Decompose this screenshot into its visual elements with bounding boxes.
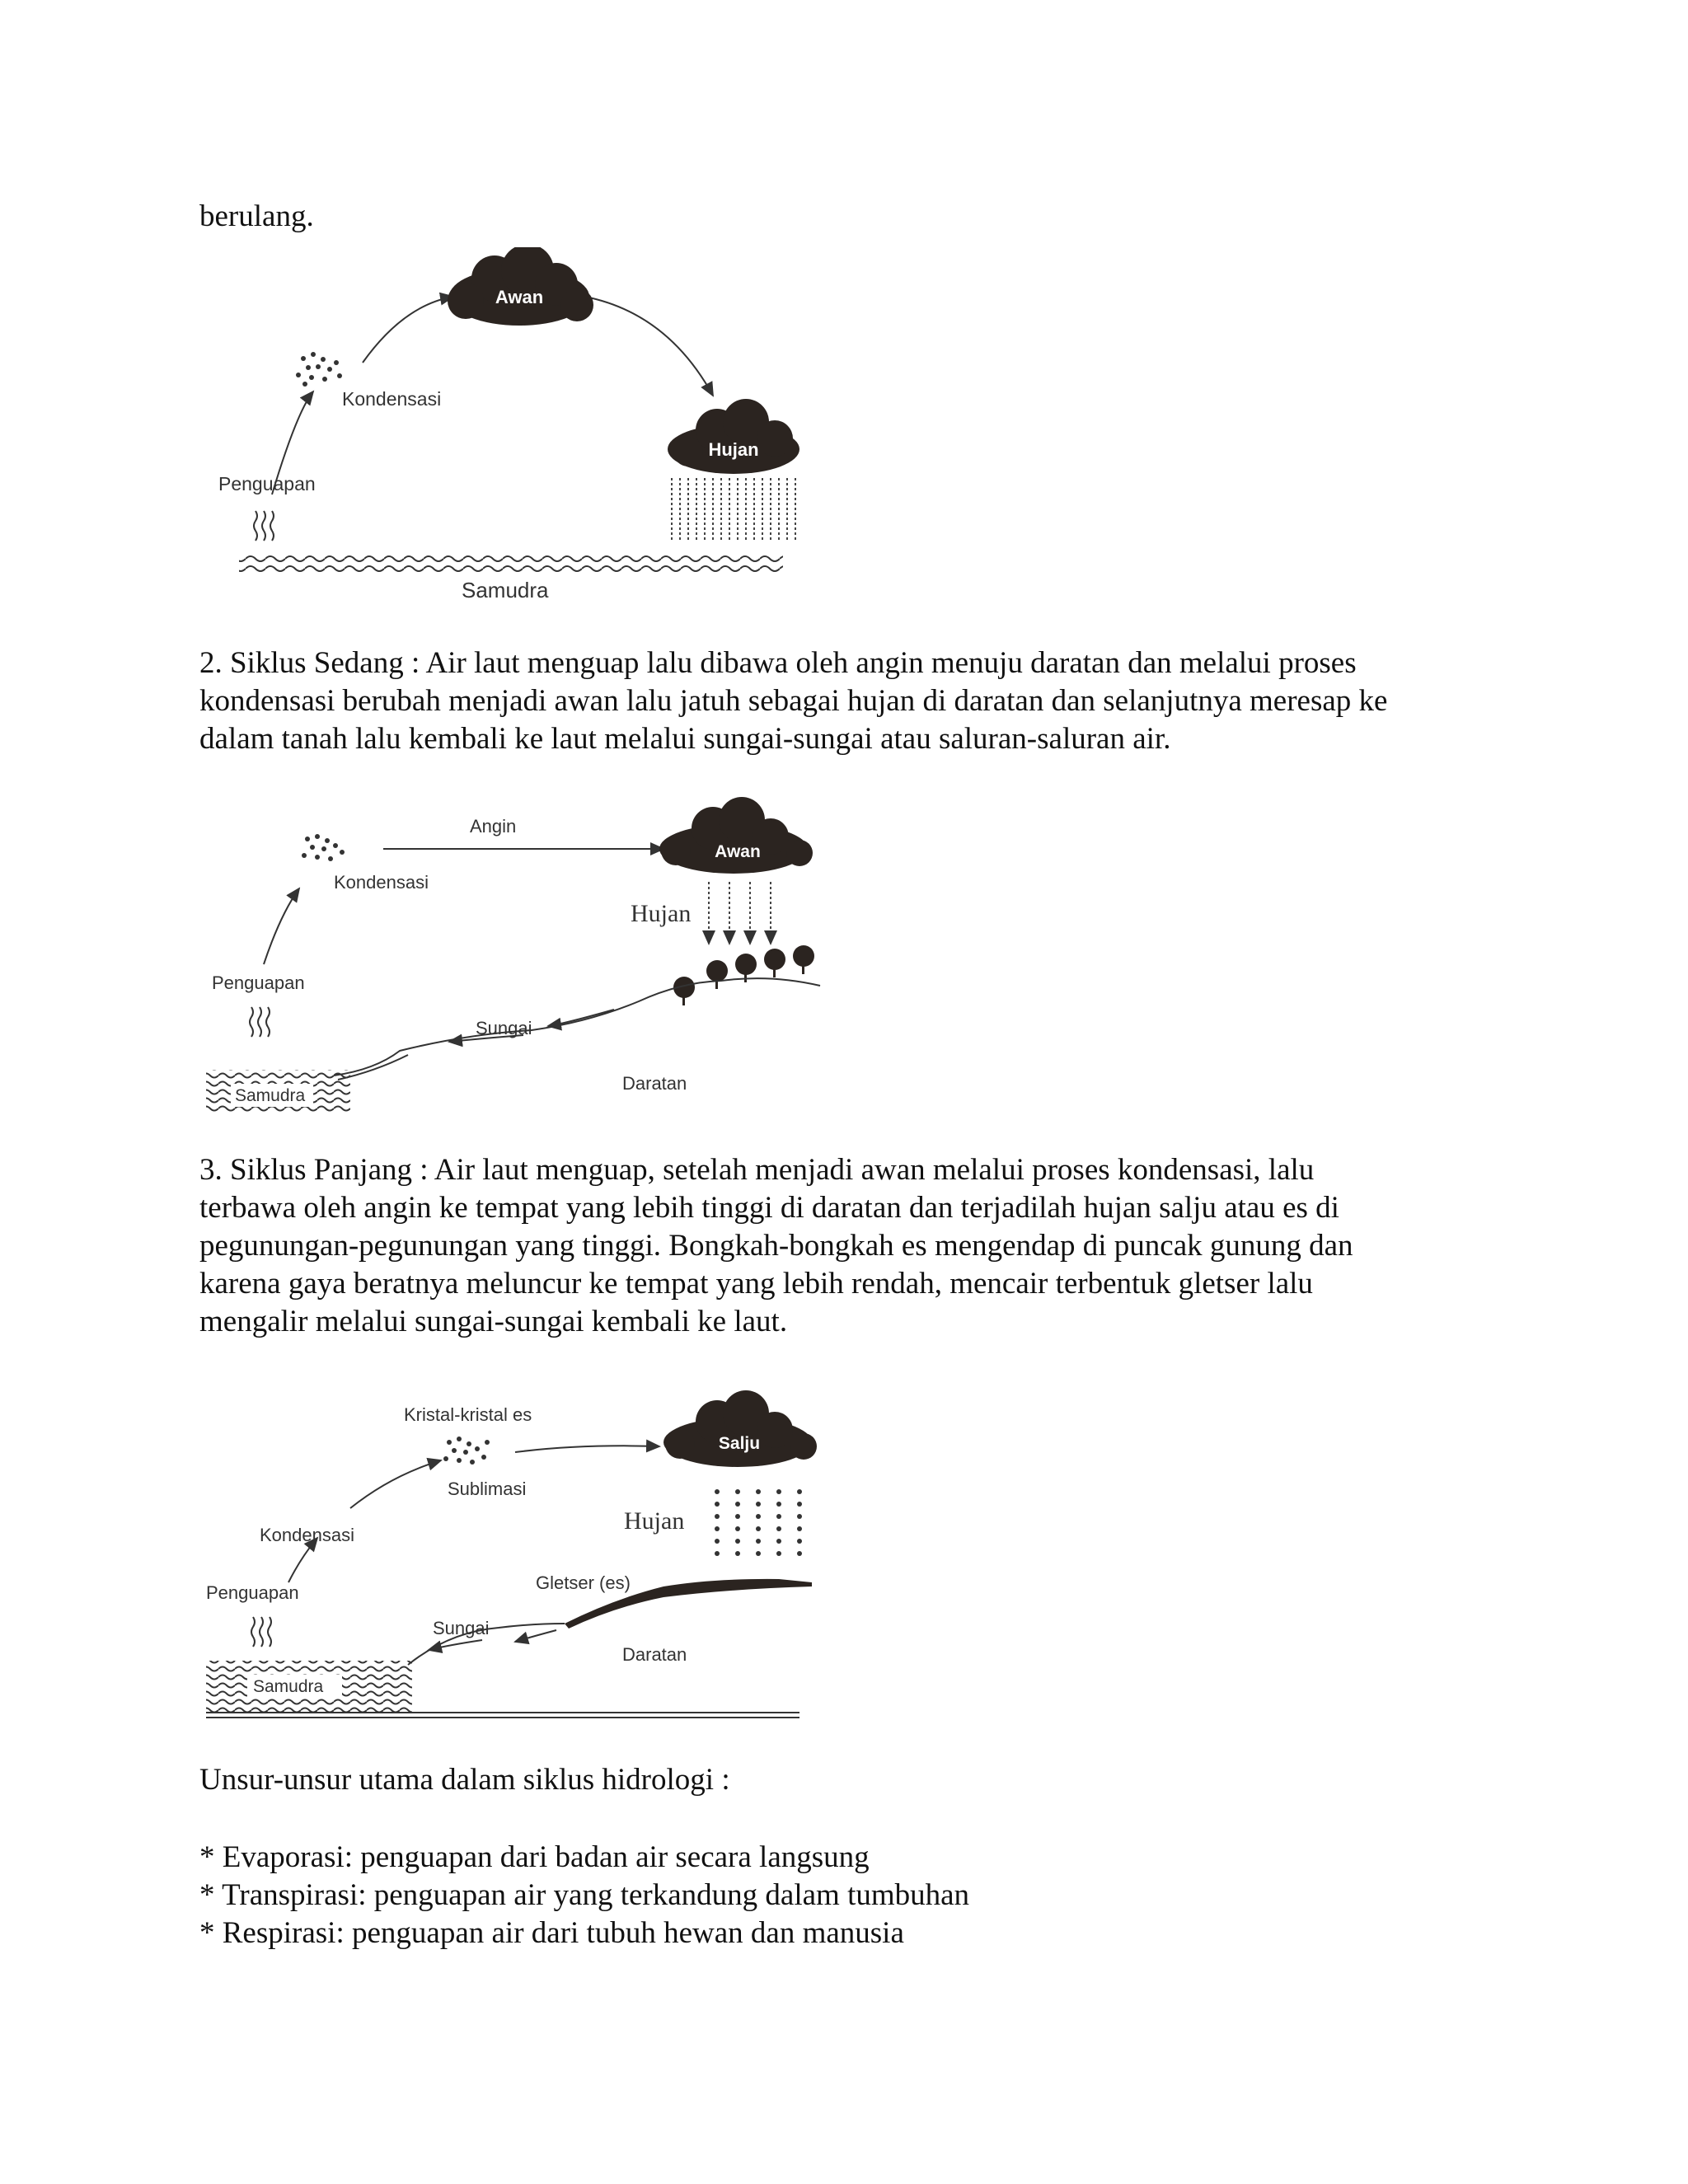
sea-waves [239,552,783,572]
figure-short-cycle [206,247,832,610]
elements-item-respiration: * Respirasi: penguapan air dari tubuh hewan dan manusia [199,1916,904,1950]
section3-line-4: karena gaya beratnya meluncur ke tempat yang lebih rendah, mencair terbentuk gletser lalu [199,1267,1313,1301]
rain-cloud-icon [668,399,799,474]
rain-label: Hujan [631,900,692,927]
condensation-dots-icon [302,834,345,861]
elements-heading: Unsur-unsur utama dalam siklus hidrologi : [199,1763,730,1797]
river-label: Sungai [433,1618,490,1638]
cloud-label: Awan [715,842,761,861]
section2-line-1: 2. Siklus Sedang : Air laut menguap lalu dibawa oleh angin menuju daratan dan melalui proses [199,646,1357,680]
snow-dots-icon [715,1489,802,1556]
evaporation-label: Penguapan [206,1582,299,1603]
elements-item-evaporation: * Evaporasi: penguapan dari badan air secara langsung [199,1840,870,1874]
condensation-dots-icon [296,352,342,387]
figure-medium-cycle [202,791,837,1121]
river-arrow [548,1010,614,1026]
arrow-condensation [350,1460,441,1508]
section2-line-2: kondensasi berubah menjadi awan lalu jatuh sebagai hujan di daratan dan selanjutnya meresap ke [199,684,1388,718]
intro-text: berulang. [199,199,314,233]
ice-crystals-label: Kristal-kristal es [404,1404,532,1425]
condensation-label: Kondensasi [342,388,442,410]
sublimation-label: Sublimasi [448,1479,527,1499]
arrow-evaporation [264,888,299,964]
arrow-to-cloud [363,297,453,363]
glacier-label: Gletser (es) [536,1572,631,1593]
rain-label: Hujan [624,1507,685,1535]
land-profile [334,978,820,1076]
land-label: Daratan [622,1073,687,1094]
river-label: Sungai [476,1018,532,1038]
glacier-arrow [515,1630,556,1642]
sea-label: Samudra [253,1677,324,1696]
evaporation-label: Penguapan [212,972,305,993]
section3-line-1: 3. Siklus Panjang : Air laut menguap, setelah menjadi awan melalui proses kondensasi, lalu [199,1153,1315,1187]
cloud-icon [659,797,813,874]
arrow-to-snow-cloud [515,1446,659,1452]
section3-line-2: terbawa oleh angin ke tempat yang lebih tinggi di daratan dan terjadilah hujan salju atau es di [199,1191,1339,1225]
snow-cloud-label: Salju [718,1434,761,1453]
evaporation-label: Penguapan [218,473,316,494]
cloud-label: Awan [495,287,544,307]
sea-label: Samudra [235,1086,306,1105]
sea-label: Samudra [462,578,549,602]
vapour-icon [251,1617,271,1647]
figure-long-cycle [202,1385,837,1731]
ice-crystal-dots-icon [443,1436,490,1465]
rain-arrows-icon [709,882,771,944]
land-label: Daratan [622,1644,687,1665]
wind-label: Angin [470,816,517,837]
elements-item-transpiration: * Transpirasi: penguapan air yang terkandung dalam tumbuhan [199,1878,970,1912]
trees-icon [673,945,814,1005]
rain-drops-icon [672,478,795,542]
section2-line-3: dalam tanah lalu kembali ke laut melalui sungai-sungai atau saluran-saluran air. [199,722,1171,756]
condensation-label: Kondensasi [260,1525,354,1545]
section3-line-3: pegunungan-pegunungan yang tinggi. Bongkah-bongkah es mengendap di puncak gunung dan [199,1229,1353,1263]
vapour-icon [250,1007,270,1037]
arrow-to-rain [585,297,713,396]
section3-line-5: mengalir melalui sungai-sungai kembali ke laut. [199,1305,788,1338]
rain-cloud-label: Hujan [708,439,759,460]
condensation-label: Kondensasi [334,872,429,893]
vapour-icon [254,511,274,541]
snow-cloud-icon [663,1390,817,1467]
